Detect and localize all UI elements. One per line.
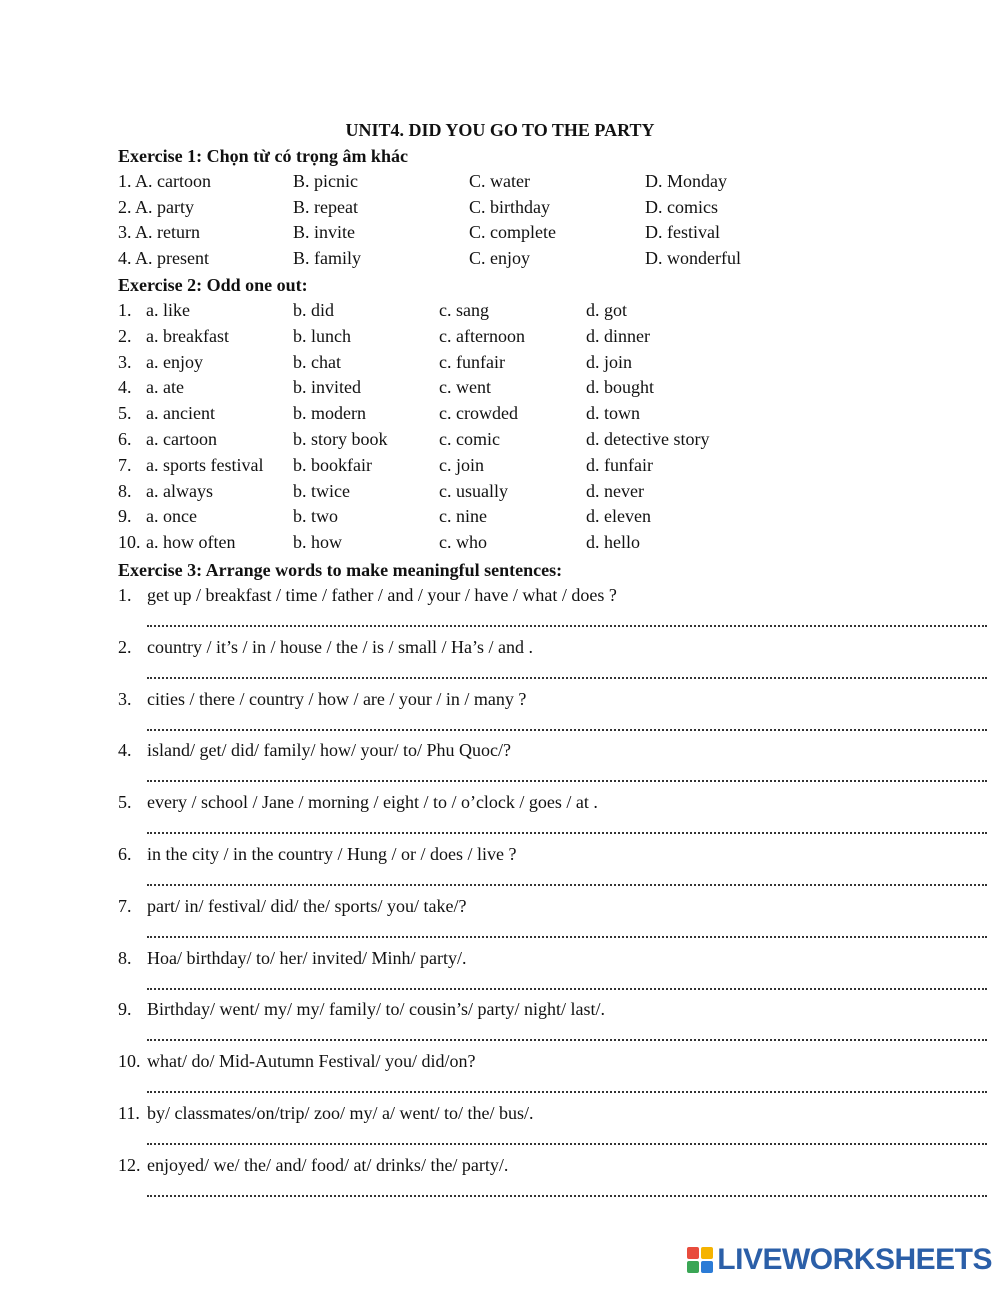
exercise2-option: a. enjoy [146, 351, 203, 372]
exercise1-row [118, 168, 998, 194]
exercise1-option: B. repeat [293, 196, 358, 217]
exercise1-option: C. birthday [469, 196, 550, 217]
exercise3-number: 7. [118, 895, 132, 916]
exercise2-option: d. never [586, 480, 644, 501]
exercise2-option: d. dinner [586, 325, 650, 346]
exercise3-item [118, 841, 998, 867]
answer-line [147, 884, 987, 886]
exercise2-option: b. bookfair [293, 454, 372, 475]
exercise1-row [118, 245, 998, 271]
answer-line [147, 1039, 987, 1041]
exercise2-number: 5. [118, 403, 132, 424]
exercise3-item [118, 1048, 998, 1074]
exercise2-option: a. like [146, 300, 190, 320]
exercise3-number: 6. [118, 844, 132, 864]
exercise3-number: 2. [118, 636, 132, 657]
exercise3-number: 5. [118, 792, 132, 813]
exercise2-option: d. detective story [586, 429, 710, 449]
exercise2-option: c. nine [439, 506, 487, 527]
exercise3-item [118, 582, 998, 608]
exercise2-row [118, 297, 998, 323]
exercise2-row [118, 349, 998, 375]
exercise1-option: C. enjoy [469, 248, 530, 269]
exercise3-prompt: Hoa/ birthday/ to/ her/ invited/ Minh/ party/. [147, 947, 467, 968]
exercise3-number: 4. [118, 740, 132, 761]
exercise2-option: b. chat [293, 351, 341, 372]
exercise2-number: 4. [118, 377, 132, 398]
exercise2-option: d. funfair [586, 454, 653, 475]
exercise2-row [118, 478, 998, 504]
exercise2-heading: Exercise 2: Odd one out: [118, 275, 308, 295]
exercise3-prompt: island/ get/ did/ family/ how/ your/ to/ Phu Quoc/? [147, 740, 511, 761]
exercise2-option: b. lunch [293, 325, 351, 346]
exercise2-option: c. crowded [439, 403, 518, 424]
exercise2-number: 7. [118, 454, 132, 475]
exercise1-option: D. Monday [645, 171, 727, 191]
exercise3-item [118, 996, 998, 1022]
exercise1-row [118, 219, 998, 245]
exercise2-option: c. usually [439, 480, 508, 501]
exercise3-item [118, 1100, 998, 1126]
exercise2-option: b. story book [293, 429, 388, 449]
exercise1-option: B. family [293, 248, 361, 269]
exercise1-row [118, 194, 998, 220]
exercise1-option: D. comics [645, 196, 718, 217]
exercise2-option: d. eleven [586, 506, 651, 527]
exercise1-option: B. invite [293, 222, 355, 243]
exercise3-item [118, 737, 998, 763]
exercise3-number: 8. [118, 947, 132, 968]
exercise2-option: a. breakfast [146, 325, 229, 346]
answer-line [147, 1195, 987, 1197]
logo-mark-square [687, 1261, 699, 1273]
answer-line [147, 1091, 987, 1093]
exercise1-option: 4. A. present [118, 248, 209, 269]
exercise3-prompt: every / school / Jane / morning / eight / to / o’clock / goes / at . [147, 792, 598, 813]
exercise1-option: 2. A. party [118, 196, 194, 217]
exercise3-number: 1. [118, 585, 132, 605]
exercise3-prompt: in the city / in the country / Hung / or / does / live ? [147, 844, 517, 864]
exercise2-number: 3. [118, 351, 132, 372]
logo-mark-icon [687, 1247, 713, 1273]
exercise2-row [118, 529, 998, 555]
exercise2-row [118, 503, 998, 529]
answer-line [147, 677, 987, 679]
exercise3-item [118, 686, 998, 712]
exercise2-row [118, 452, 998, 478]
answer-line [147, 832, 987, 834]
exercise3-item [118, 1152, 998, 1178]
exercise2-option: d. join [586, 351, 633, 372]
worksheet-title: UNIT4. DID YOU GO TO THE PARTY [345, 120, 655, 140]
answer-line [147, 1143, 987, 1145]
exercise2-number: 1. [118, 300, 132, 320]
answer-line [147, 729, 987, 731]
exercise2-option: d. town [586, 403, 640, 424]
exercise2-number: 6. [118, 429, 132, 449]
exercise2-option: b. did [293, 300, 335, 320]
logo-mark-square [701, 1261, 713, 1273]
exercise3-number: 12. [118, 1154, 141, 1175]
answer-line [147, 625, 987, 627]
exercise2-option: d. bought [586, 377, 655, 398]
exercise3-prompt: cities / there / country / how / are / your / in / many ? [147, 688, 527, 709]
exercise3-item [118, 634, 998, 660]
exercise1-option: D. festival [645, 222, 720, 243]
exercise1-option: 1. A. cartoon [118, 171, 211, 191]
exercise1-option: 3. A. return [118, 222, 200, 243]
exercise3-prompt: part/ in/ festival/ did/ the/ sports/ you/ take/? [147, 895, 467, 916]
exercise2-option: a. sports festival [146, 454, 264, 475]
exercise3-prompt: country / it’s / in / house / the / is / small / Ha’s / and . [147, 636, 533, 657]
exercise3-item [118, 789, 998, 815]
exercise1-option: C. water [469, 171, 530, 191]
exercise2-row [118, 426, 998, 452]
exercise2-number: 10. [118, 532, 141, 553]
logo-text: LIVEWORKSHEETS [717, 1243, 992, 1276]
exercise2-option: b. modern [293, 403, 366, 424]
exercise3-heading: Exercise 3: Arrange words to make meaningful sentences: [118, 560, 563, 580]
logo-mark-square [701, 1247, 713, 1259]
exercise2-row [118, 323, 998, 349]
exercise2-number: 8. [118, 480, 132, 501]
exercise2-option: b. two [293, 506, 338, 527]
exercise2-option: d. got [586, 300, 628, 320]
exercise2-row [118, 400, 998, 426]
exercise2-option: c. join [439, 454, 484, 475]
exercise3-prompt: by/ classmates/on/trip/ zoo/ my/ a/ went/ to/ the/ bus/. [147, 1103, 534, 1123]
exercise3-prompt: what/ do/ Mid-Autumn Festival/ you/ did/on? [147, 1051, 476, 1072]
exercise2-option: c. comic [439, 429, 500, 449]
exercise2-option: d. hello [586, 532, 640, 553]
exercise3-number: 9. [118, 999, 132, 1020]
exercise2-option: a. always [146, 480, 213, 501]
exercise3-number: 10. [118, 1051, 141, 1072]
exercise2-row [118, 374, 998, 400]
exercise2-option: a. once [146, 506, 197, 527]
exercise2-option: a. cartoon [146, 429, 217, 449]
exercise2-option: c. afternoon [439, 325, 525, 346]
exercise2-option: c. sang [439, 300, 489, 320]
exercise2-option: c. went [439, 377, 491, 398]
exercise2-option: b. invited [293, 377, 361, 398]
exercise2-number: 2. [118, 325, 132, 346]
exercise2-option: a. ate [146, 377, 184, 398]
exercise2-number: 9. [118, 506, 132, 527]
exercise2-option: b. twice [293, 480, 350, 501]
exercise3-prompt: Birthday/ went/ my/ my/ family/ to/ cousin’s/ party/ night/ last/. [147, 999, 605, 1020]
logo-mark-square [687, 1247, 699, 1259]
exercise3-number: 3. [118, 688, 132, 709]
exercise3-prompt: enjoyed/ we/ the/ and/ food/ at/ drinks/ the/ party/. [147, 1154, 509, 1175]
exercise3-item [118, 893, 998, 919]
exercise2-option: c. funfair [439, 351, 505, 372]
exercise1-option: C. complete [469, 222, 556, 243]
answer-line [147, 988, 987, 990]
exercise3-item [118, 945, 998, 971]
answer-line [147, 780, 987, 782]
exercise1-option: B. picnic [293, 171, 358, 191]
exercise2-option: a. how often [146, 532, 236, 553]
exercise3-prompt: get up / breakfast / time / father / and / your / have / what / does ? [147, 585, 617, 605]
answer-line [147, 936, 987, 938]
exercise2-option: a. ancient [146, 403, 215, 424]
exercise1-heading: Exercise 1: Chọn từ có trọng âm khác [118, 146, 408, 166]
exercise2-option: b. how [293, 532, 342, 553]
exercise2-option: c. who [439, 532, 487, 553]
liveworksheets-logo [687, 1243, 992, 1277]
exercise3-number: 11. [118, 1103, 140, 1123]
exercise1-option: D. wonderful [645, 248, 741, 269]
